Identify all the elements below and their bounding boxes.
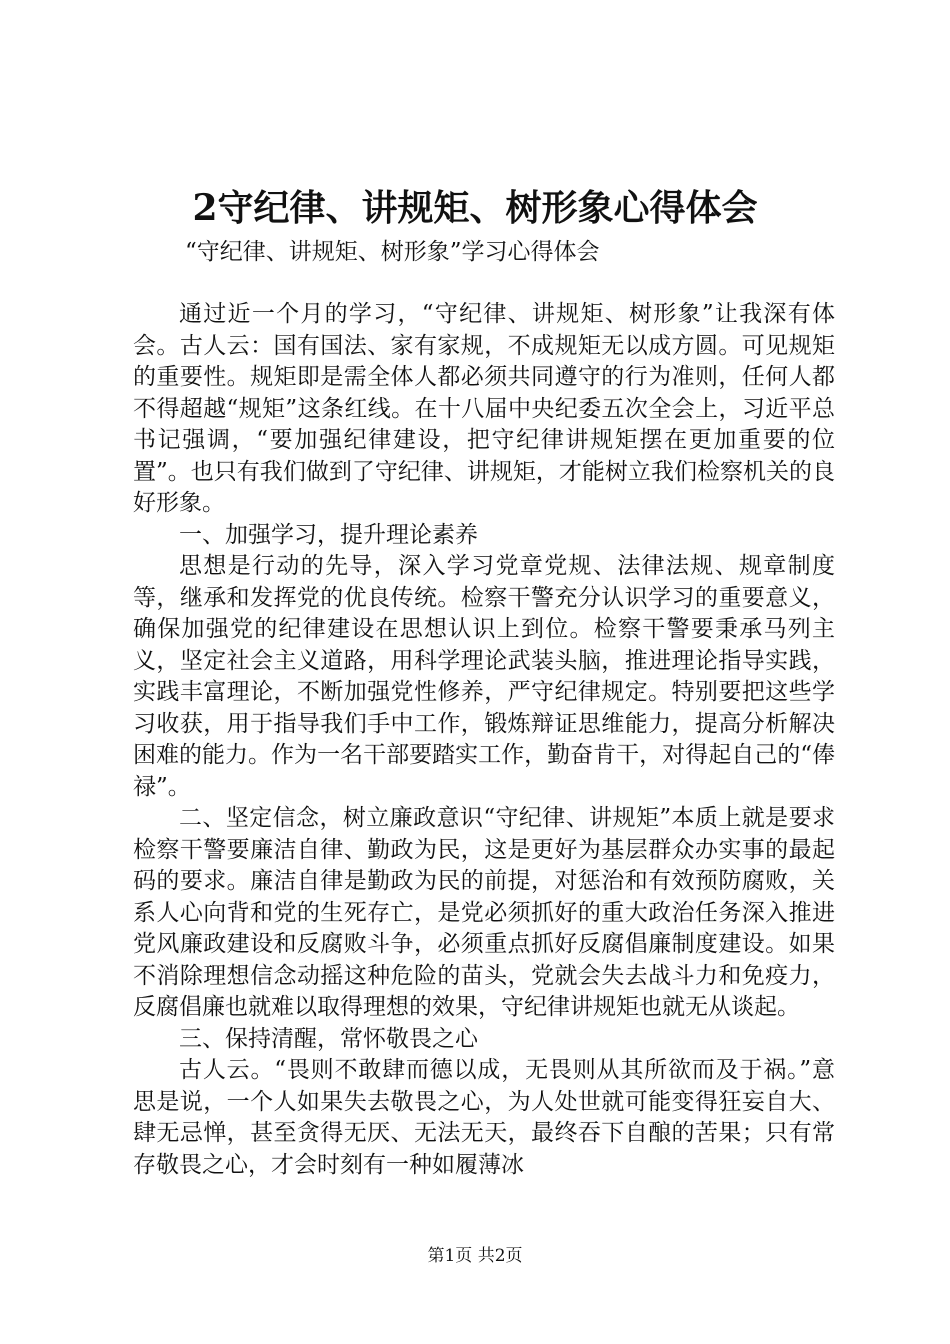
document-subtitle: “守纪律、讲规矩、树形象”学习心得体会 bbox=[185, 239, 600, 265]
paragraph-section-2: 二、坚定信念，树立廉政意识“守纪律、讲规矩”本质上就是要求检察干警要廉洁自律、勤政为民，这是更好为基层群众办实事的最起码的要求。廉洁自律是勤政为民的前提，对惩治和有效预防腐败，关系人心向背和党的生死存亡，是党必须抓好的重大政治任务深入推进党风廉政建设和反腐败斗争，必须重点抓好反腐倡廉制度建设。如果不消除理想信念动摇这种危险的苗头，党就会失去战斗力和免疫力，反腐倡廉也就难以取得理想的效果，守纪律讲规矩也就无从谈起。 bbox=[133, 805, 835, 1020]
paragraph-section-1: 思想是行动的先导，深入学习党章党规、法律法规、规章制度等，继承和发挥党的优良传统。检察干警充分认识学习的重要意义，确保加强党的纪律建设在思想认识上到位。检察干警要秉承马列主义，坚定社会主义道路，用科学理论武装头脑，推进理论指导实践，实践丰富理论，不断加强党性修养，严守纪律规定。特别要把这些学习收获，用于指导我们手中工作，锻炼辩证思维能力，提高分析解决困难的能力。作为一名干部要踏实工作，勤奋肯干，对得起自己的“俸禄”。 bbox=[133, 553, 835, 800]
document-body bbox=[133, 299, 835, 1181]
section-heading-1: 一、加强学习，提升理论素养 bbox=[179, 521, 478, 548]
section-heading-3: 三、保持清醒，常怀敬畏之心 bbox=[179, 1025, 478, 1052]
paragraph-section-3: 古人云。“畏则不敢肆而德以成，无畏则从其所欲而及于祸。”意思是说，一个人如果失去敬畏之心，为人处世就可能变得狂妄自大、肆无忌惮，甚至贪得无厌、无法无天，最终吞下自酿的苦果；只有常存敬畏之心，才会时刻有一种如履薄冰 bbox=[133, 1057, 835, 1178]
page-number-footer: 第1页 共2页 bbox=[427, 1246, 523, 1266]
page-title: 2守纪律、讲规矩、树形象心得体会 bbox=[192, 187, 758, 229]
paragraph-intro: 通过近一个月的学习，“守纪律、讲规矩、树形象”让我深有体会。古人云：国有国法、家有家规，不成规矩无以成方圆。可见规矩的重要性。规矩即是需全体人都必须共同遵守的行为准则，任何人都不得超越“规矩”这条红线。在十八届中央纪委五次全会上，习近平总书记强调，“要加强纪律建设，把守纪律讲规矩摆在更加重要的位置”。也只有我们做到了守纪律、讲规矩，才能树立我们检察机关的良好形象。 bbox=[133, 301, 835, 516]
